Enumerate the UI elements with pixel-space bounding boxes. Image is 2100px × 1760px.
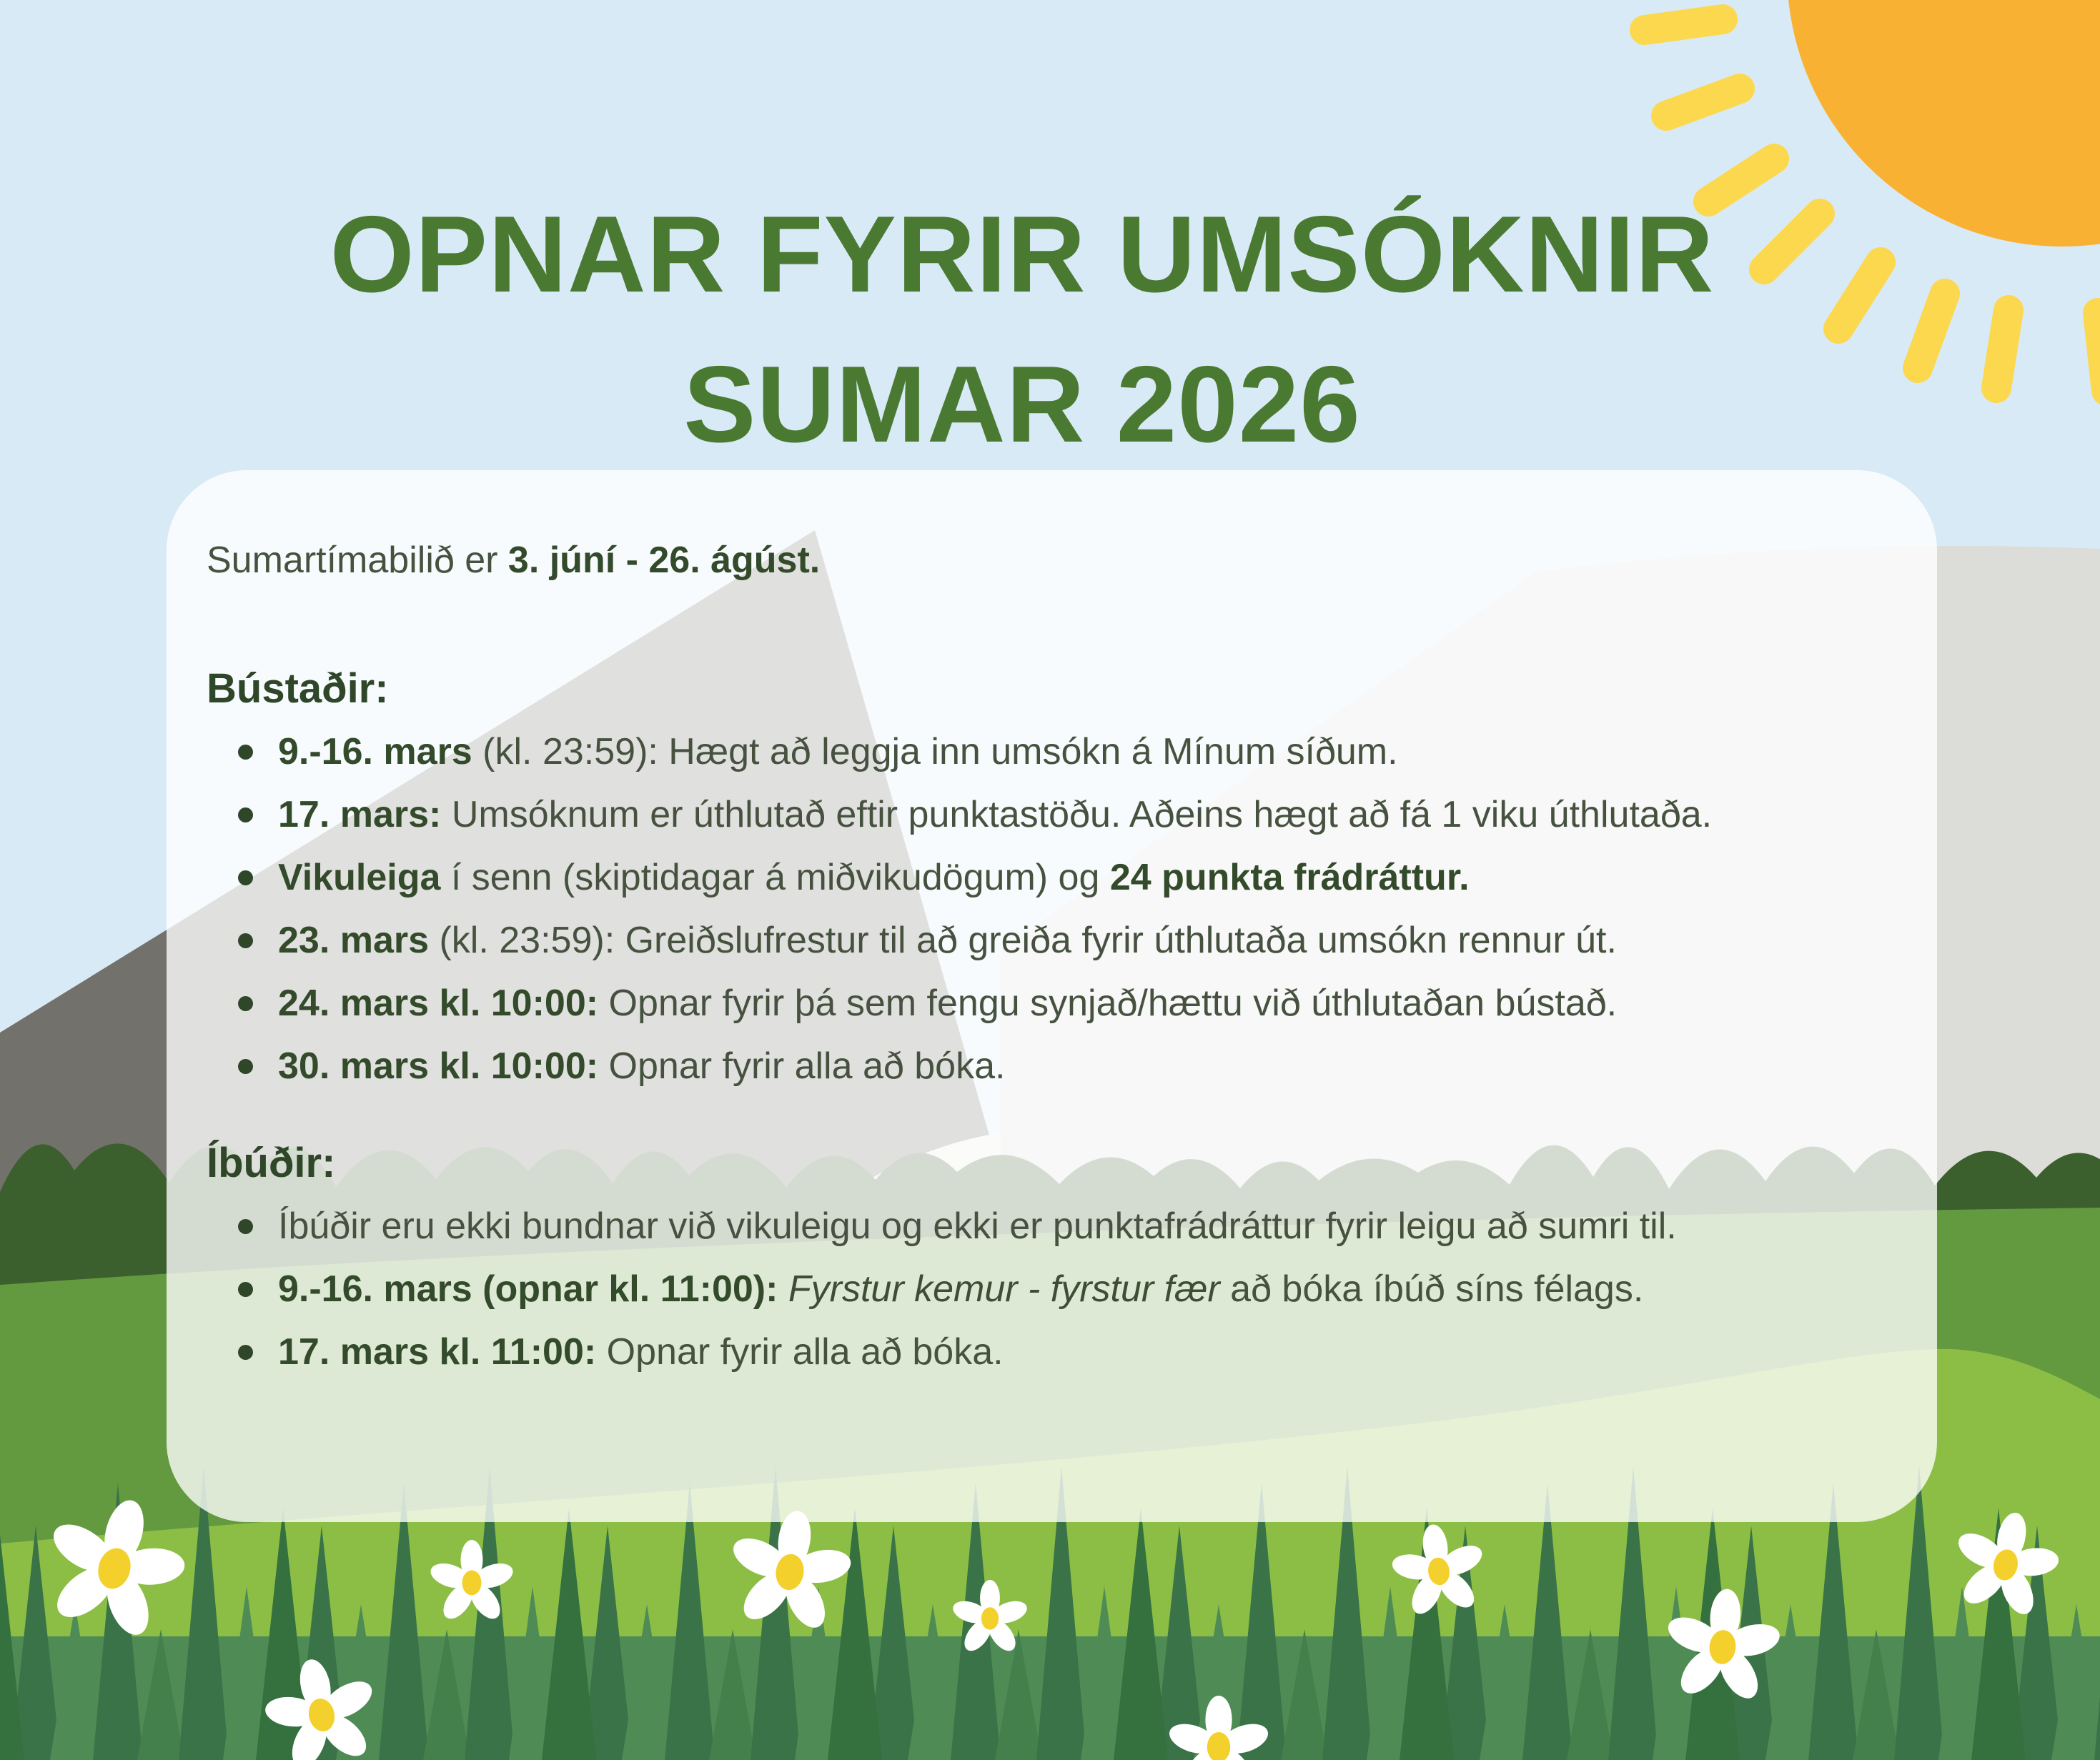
title-line-1: OPNAR FYRIR UMSÓKNIR — [330, 193, 1715, 315]
schedule-item — [207, 909, 1896, 972]
text-run: 9.-16. mars (opnar kl. 11:00): — [278, 1268, 778, 1310]
text-run: Opnar fyrir þá sem fengu synjað/hættu við úthlutaðan bústað. — [598, 983, 1618, 1024]
poster-title — [0, 180, 2044, 480]
text-run: 30. mars kl. 10:00: — [278, 1045, 599, 1087]
schedule-item — [207, 783, 1896, 846]
text-run: 23. mars — [278, 920, 430, 961]
schedule-item — [207, 972, 1896, 1035]
schedule-list — [207, 1195, 1896, 1383]
intro-line — [207, 529, 1896, 592]
text-run: í senn (skiptidagar á miðvikudögum) og — [440, 857, 1110, 898]
schedule-item — [207, 720, 1896, 783]
text-run: Vikuleiga — [278, 857, 441, 898]
text-run: Opnar fyrir alla að bóka. — [596, 1331, 1004, 1373]
text-run: Íbúðir eru ekki bundnar við vikuleigu og ekki er punktafrádráttur fyrir leigu að sumri til. — [278, 1205, 1677, 1247]
section-heading: Íbúðir: — [207, 1140, 336, 1186]
section-heading: Bústaðir: — [207, 665, 389, 712]
text-run: 9.-16. mars — [278, 731, 472, 772]
schedule-section — [207, 657, 1896, 1098]
schedule-sections — [207, 657, 1896, 1383]
text-run: Fyrstur kemur - fyrstur fær — [788, 1268, 1220, 1310]
text-run: að bóka íbúð síns félags. — [1219, 1268, 1644, 1310]
schedule-item — [207, 1321, 1896, 1383]
title-line-2: SUMAR 2026 — [683, 343, 1361, 465]
schedule-item — [207, 846, 1896, 909]
schedule-item — [207, 1035, 1896, 1098]
intro-dates: 3. júní - 26. ágúst. — [507, 540, 821, 581]
text-run: Umsóknum er úthlutað eftir punktastöðu. Aðeins hægt að fá 1 viku úthlutaða. — [441, 794, 1713, 835]
text-run: 24 punkta frádráttur. — [1109, 857, 1470, 898]
info-card — [167, 470, 1937, 1522]
text-run: (kl. 23:59): Hægt að leggja inn umsókn á Mínum síðum. — [472, 731, 1398, 772]
text-run: 17. mars kl. 11:00: — [278, 1331, 597, 1373]
text-run: Opnar fyrir alla að bóka. — [598, 1045, 1006, 1087]
text-run: (kl. 23:59): Greiðslufrestur til að greiða fyrir úthlutaða umsókn rennur út. — [429, 920, 1617, 961]
schedule-item — [207, 1195, 1896, 1258]
text-run: 17. mars: — [278, 794, 442, 835]
text-run — [778, 1268, 788, 1310]
intro-prefix: Sumartímabilið er — [207, 540, 508, 581]
schedule-list — [207, 720, 1896, 1098]
text-run: 24. mars kl. 10:00: — [278, 983, 599, 1024]
schedule-section — [207, 1132, 1896, 1383]
schedule-item — [207, 1258, 1896, 1321]
